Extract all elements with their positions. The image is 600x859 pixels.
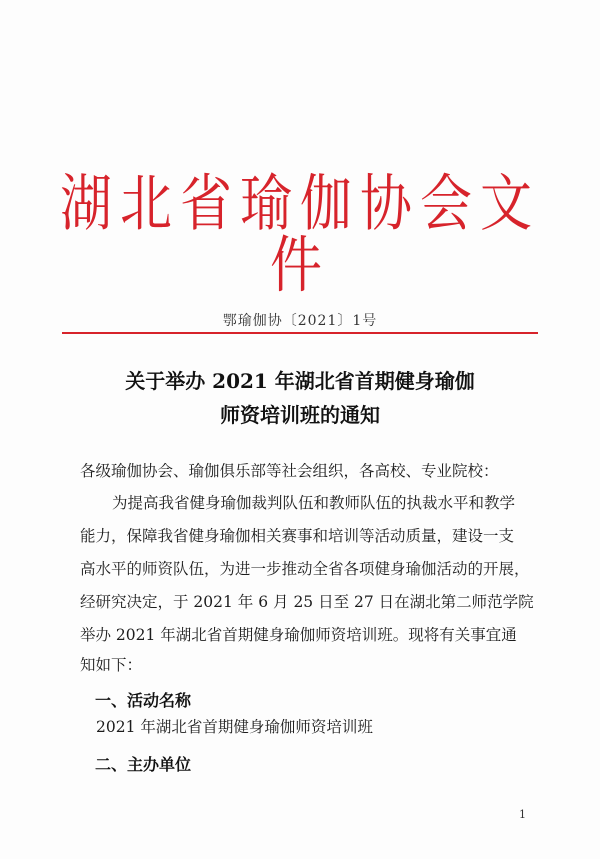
- section-heading-organizer: 二、主办单位: [95, 755, 192, 774]
- body-line: 知如下：: [80, 656, 143, 674]
- body-line: 举办 2021 年湖北省首期健身瑜伽师资培训班。现将有关事宜通: [80, 626, 517, 644]
- page-number: 1: [519, 808, 526, 821]
- activity-name-text: 2021 年湖北省首期健身瑜伽师资培训班: [96, 718, 373, 736]
- notice-title-line-1: 关于举办 2021 年湖北省首期健身瑜伽: [125, 369, 475, 393]
- body-line: 为提高我省健身瑜伽裁判队伍和教师队伍的执裁水平和教学: [112, 494, 516, 512]
- body-line: 高水平的师资队伍，为进一步推动全省各项健身瑜伽活动的开展，: [80, 560, 530, 578]
- notice-title-line-2: 师资培训班的通知: [220, 403, 380, 427]
- body-line: 能力，保障我省健身瑜伽相关赛事和培训等活动质量，建设一支: [80, 527, 515, 545]
- body-line: 经研究决定，于 2021 年 6 月 25 日至 27 日在湖北第二师范学院: [80, 593, 534, 611]
- section-heading-activity-name: 一、活动名称: [95, 691, 192, 710]
- red-divider-line: [62, 332, 538, 334]
- document-number: 鄂瑜伽协〔2021〕1号: [222, 313, 378, 329]
- recipients-line: 各级瑜伽协会、瑜伽俱乐部等社会组织，各高校、专业院校：: [80, 462, 499, 480]
- document-header-title: 湖北省瑜伽协会文件: [60, 169, 541, 302]
